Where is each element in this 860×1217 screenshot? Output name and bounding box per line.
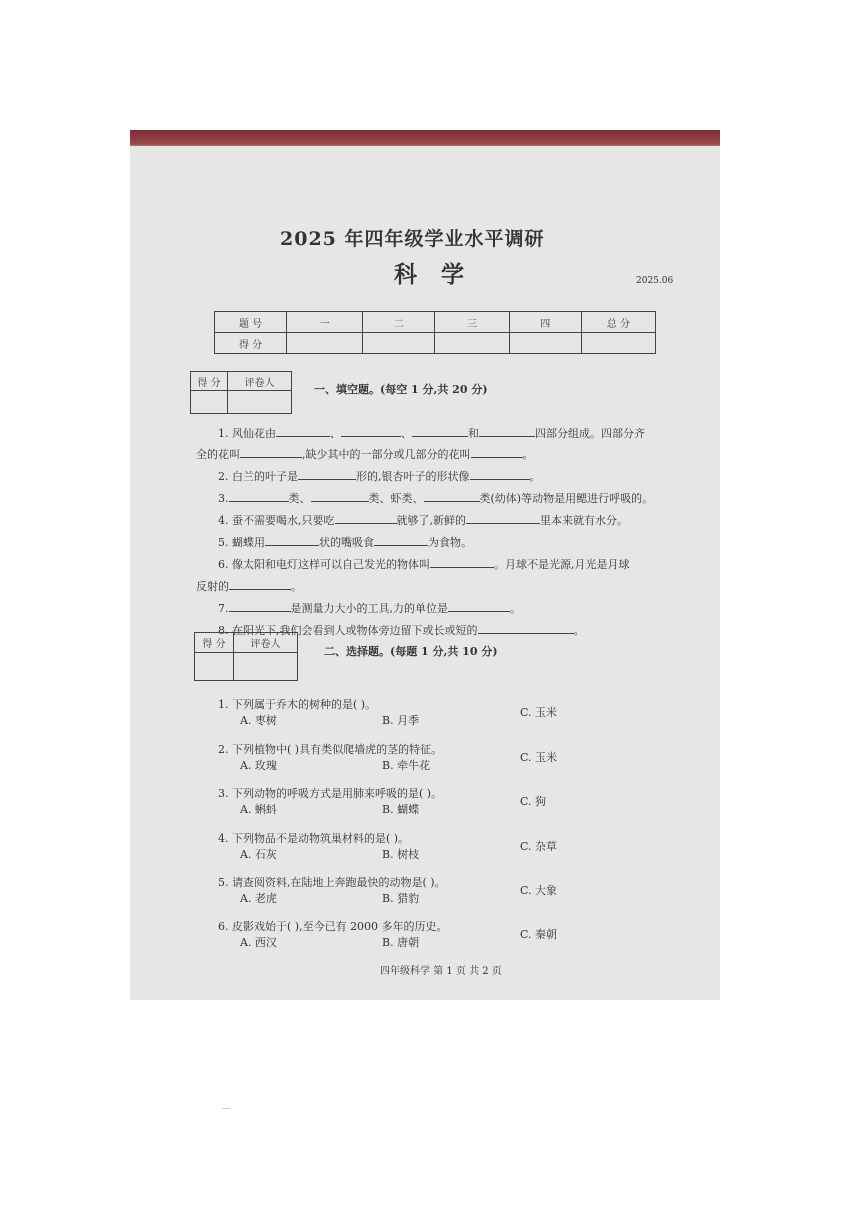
answer-blank[interactable] — [466, 512, 540, 524]
fill-question-1-line2 — [196, 446, 534, 462]
q4-text: 里本来就有水分。 — [540, 514, 628, 527]
grader-box-label: 得 分 — [191, 372, 228, 391]
stray-mark — [222, 1108, 230, 1109]
q8-text: 。 — [573, 624, 585, 637]
score-cell[interactable] — [509, 333, 581, 354]
exam-paper — [130, 146, 720, 1000]
fill-question-6 — [218, 556, 630, 572]
answer-blank[interactable] — [424, 490, 480, 502]
answer-blank[interactable] — [335, 512, 397, 524]
q6-text: 。 — [291, 580, 302, 593]
q6-text: 反射的 — [196, 580, 229, 593]
fill-question-5 — [218, 534, 472, 550]
answer-blank[interactable] — [448, 600, 510, 612]
score-cell[interactable] — [581, 333, 655, 354]
q1-text: 1. 风仙花由 — [218, 427, 276, 440]
choice-option-c[interactable]: C. 玉米 — [520, 751, 558, 764]
choice-option-c[interactable]: C. 秦朝 — [520, 928, 558, 941]
answer-blank[interactable] — [240, 446, 302, 458]
score-table-header: 题 号 — [215, 312, 287, 333]
score-cell[interactable] — [195, 653, 234, 681]
fill-question-6-line2 — [196, 578, 302, 594]
choice-option-c[interactable]: C. 狗 — [520, 795, 547, 808]
choice-question-4: 4. 下列物品不是动物筑巢材料的是( )。 — [218, 832, 410, 845]
choice-option-b[interactable]: B. 牵牛花 — [382, 759, 431, 772]
answer-blank[interactable] — [430, 556, 494, 568]
choice-option-a[interactable]: A. 西汉 — [240, 936, 277, 949]
choice-option-c[interactable]: C. 玉米 — [520, 706, 558, 719]
choice-question-5: 5. 请查阅资料,在陆地上奔跑最快的动物是( )。 — [218, 876, 446, 889]
answer-blank[interactable] — [229, 490, 289, 502]
grader-box-label: 评卷人 — [234, 633, 298, 653]
score-table-header: 三 — [435, 312, 509, 333]
choice-question-1: 1. 下列属于乔木的树种的是( )。 — [218, 698, 377, 711]
q1-text: 、 — [330, 427, 341, 440]
section2-heading: 二、选择题。(每题 1 分,共 10 分) — [324, 645, 498, 658]
subject-title: 科 学 — [394, 261, 473, 288]
choice-option-a[interactable]: A. 老虎 — [240, 892, 277, 905]
q5-text: 状的嘴吸食 — [319, 536, 374, 549]
score-table-header: 一 — [287, 312, 363, 333]
choice-option-a[interactable]: A. 枣树 — [240, 714, 277, 727]
choice-option-b[interactable]: B. 树枝 — [382, 848, 420, 861]
q2-text: 。 — [529, 470, 541, 483]
fill-question-2 — [218, 468, 541, 484]
page-footer: 四年级科学 第 1 页 共 2 页 — [380, 966, 502, 977]
q7-text: 。 — [510, 602, 521, 615]
fill-question-1 — [218, 425, 645, 441]
choice-option-c[interactable]: C. 大象 — [520, 884, 558, 897]
answer-blank[interactable] — [311, 490, 369, 502]
q3-text: 3. — [218, 492, 229, 505]
q1-text: 、 — [401, 427, 412, 440]
grader-box-label: 得 分 — [195, 633, 234, 653]
exam-photo — [130, 130, 720, 1000]
answer-blank[interactable] — [229, 600, 291, 612]
q3-text: 类、虾类、 — [368, 492, 424, 505]
choice-option-b[interactable]: B. 蝴蝶 — [382, 803, 420, 816]
grader-box-1 — [190, 371, 292, 414]
fill-question-4 — [218, 512, 628, 528]
answer-blank[interactable] — [374, 534, 428, 546]
answer-blank[interactable] — [298, 468, 356, 480]
q1-text: 四部分组成。四部分齐 — [535, 427, 645, 440]
fill-question-3 — [218, 490, 653, 506]
exam-title: 2025 年四年级学业水平调研 — [280, 228, 545, 250]
q4-text: 4. 蚕不需要喝水,只要吃 — [218, 514, 335, 527]
score-table-header: 二 — [363, 312, 435, 333]
q5-text: 5. 蝴蝶用 — [218, 536, 265, 549]
q3-text: 类(幼体)等动物是用鳃进行呼吸的。 — [479, 492, 654, 505]
q5-text: 为食物。 — [428, 536, 472, 549]
score-cell[interactable] — [287, 333, 363, 354]
q4-text: 就够了,新鲜的 — [396, 514, 466, 527]
choice-option-a[interactable]: A. 石灰 — [240, 848, 277, 861]
answer-blank[interactable] — [229, 578, 291, 590]
score-cell[interactable] — [435, 333, 509, 354]
q8-text: 8. 在阳光下,我们会看到人或物体旁边留下或长或短的 — [218, 624, 478, 637]
q2-text: 2. 白兰的叶子是 — [218, 470, 298, 483]
choice-question-3: 3. 下列动物的呼吸方式是用肺来呼吸的是( )。 — [218, 787, 443, 800]
q2-text: 形的,银杏叶子的形状像 — [356, 470, 470, 483]
score-table — [214, 311, 656, 354]
answer-blank[interactable] — [471, 446, 523, 458]
choice-option-a[interactable]: A. 蝌蚪 — [240, 803, 277, 816]
choice-option-b[interactable]: B. 猎豹 — [382, 892, 420, 905]
choice-option-a[interactable]: A. 玫瑰 — [240, 759, 277, 772]
grader-box-label: 评卷人 — [228, 372, 292, 391]
grader-cell[interactable] — [234, 653, 298, 681]
q1-text: 。 — [522, 448, 534, 461]
grader-box-2 — [194, 632, 298, 681]
section1-heading: 一、填空题。(每空 1 分,共 20 分) — [314, 383, 488, 396]
fill-question-7 — [218, 600, 521, 616]
grader-cell[interactable] — [228, 391, 292, 414]
q1-text: 和 — [468, 427, 479, 440]
q7-text: 7. — [218, 602, 229, 615]
q7-text: 是测量力大小的工具,力的单位是 — [290, 602, 448, 615]
answer-blank[interactable] — [478, 622, 574, 634]
choice-option-b[interactable]: B. 月季 — [382, 714, 420, 727]
q3-text: 类、 — [288, 492, 311, 505]
q1-text: ,缺少其中的一部分或几部分的花叫 — [302, 448, 471, 461]
answer-blank[interactable] — [470, 468, 530, 480]
score-cell[interactable] — [191, 391, 228, 414]
answer-blank[interactable] — [265, 534, 319, 546]
choice-option-b[interactable]: B. 唐朝 — [382, 936, 420, 949]
q6-text: 。月球不是光源,月光是月球 — [494, 558, 630, 571]
choice-option-c[interactable]: C. 杂草 — [520, 840, 558, 853]
q1-text: 全的花叫 — [196, 448, 240, 461]
score-table-header: 总 分 — [581, 312, 655, 333]
answer-blank[interactable] — [341, 425, 401, 437]
choice-question-2: 2. 下列植物中( )具有类似爬墙虎的茎的特征。 — [218, 743, 443, 756]
q6-text: 6. 像太阳和电灯这样可以自己发光的物体叫 — [218, 558, 430, 571]
score-table-header: 四 — [509, 312, 581, 333]
answer-blank[interactable] — [412, 425, 468, 437]
answer-blank[interactable] — [276, 425, 330, 437]
answer-blank[interactable] — [479, 425, 535, 437]
exam-date: 2025.06 — [636, 276, 674, 286]
score-cell[interactable] — [363, 333, 435, 354]
choice-question-6: 6. 皮影戏始于( ),至今已有 2000 多年的历史。 — [218, 920, 448, 933]
score-table-row-label: 得 分 — [215, 333, 287, 354]
